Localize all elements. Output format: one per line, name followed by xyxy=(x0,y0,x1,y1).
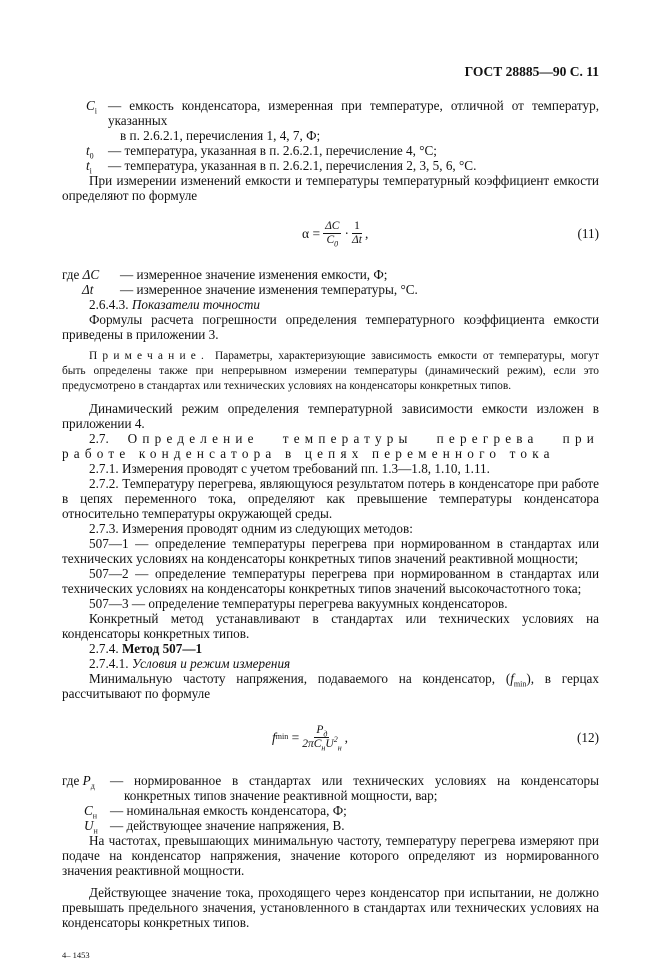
method-507-3: 507—3 — определение температуры перегрева вакуумных конденсаторов. xyxy=(89,596,508,611)
note: Примечание. Параметры, характеризующие зависимость емкости от температуры, могут быть определены также при непрерывном измерении температуры (динамический режим), если это предусмотрено в стандартах или технических условиях на конденсаторы конкретных типов. xyxy=(62,350,599,392)
formula-11-row xyxy=(62,217,599,249)
paragraph-fmin: Минимальную частоту напряжения, подаваемого на конденсатор, $(f_{min})$, в герцах рассчитывают по формуле xyxy=(62,671,599,701)
method-507-1: 507—1 — определение температуры перегрева при нормированном в стандартах или технических условиях на конденсаторы конкретных типов значений реактивной мощности; xyxy=(62,536,599,566)
definition-pd: где $P_д$ — нормированное в стандартах или технических условиях на конденсаторы конкретных типов значение реактивной мощности, вар; xyxy=(62,773,599,803)
definition-ci: $C_i$ — емкость конденсатора, измеренная при температуре, отличной от температур, указанных в п. 2.6.2.1, перечисления 1, 4, 7, Ф; xyxy=(86,98,599,143)
section-2-7-1: 2.7.1. Измерения проводят с учетом требований пп. 1.3—1.8, 1.10, 1.11. xyxy=(89,461,490,476)
paragraph-current: Действующее значение тока, проходящего через конденсатор при испытании, не должно превышать предельного значения, установленного в стандартах или технических условиях на конденсаторы конкретных типов. xyxy=(62,885,599,930)
paragraph-dynamic: Динамический режим определения температурной зависимости емкости изложен в приложении 4. xyxy=(62,401,599,431)
paragraph-formulas: Формулы расчета погрешности определения температурного коэффициента емкости приведены в приложении 3. xyxy=(62,312,599,342)
section-2-7-4-heading: 2.7.4. Метод 507—1 xyxy=(89,641,203,656)
section-2-7-heading: 2.7. Определение температуры перегрева при работе конденсатора в цепях переменного тока xyxy=(62,431,599,461)
definition-ti: $t_i$ — температура, указанная в п. 2.6.2.1, перечисления 2, 3, 5, 6, °С. xyxy=(86,158,477,176)
definition-delta-c: где ΔC — измеренное значение изменения емкости, Ф; xyxy=(62,267,388,282)
formula-12: f min = $\frac{P_д}{2\pi C_нU^2_н}$ , xyxy=(272,723,349,752)
paragraph-method: Конкретный метод устанавливают в стандартах или технических условиях на конденсаторы конкретных типов. xyxy=(62,611,599,641)
formula-12-row xyxy=(62,721,599,753)
definition-t0: $t_0$ — температура, указанная в п. 2.6.2.1, перечисление 4, °С; xyxy=(86,143,437,161)
page-footer-code: 4– 1453 xyxy=(62,950,90,960)
section-2-7-4-1-heading: 2.7.4.1. Условия и режим измерения xyxy=(89,656,291,671)
paragraph-alpha: При измерении изменений емкости и температуры температурный коэффициент емкости определяют по формуле xyxy=(62,173,599,203)
equation-number-12: (12) xyxy=(577,729,599,745)
section-2-6-4-3-heading: 2.6.4.3. Показатели точности xyxy=(89,297,261,312)
section-2-7-3: 2.7.3. Измерения проводят одним из следующих методов: xyxy=(89,521,413,536)
paragraph-frequency: На частотах, превышающих минимальную частоту, температуру перегрева измеряют при подаче на конденсатор напряжения, значение которого определяют из нормированного значения реактивной мощности. xyxy=(62,833,599,878)
page-header: ГОСТ 28885—90 С. 11 xyxy=(464,64,599,79)
section-2-7-2: 2.7.2. Температуру перегрева, являющуюся результатом потерь в конденсаторе при работе в цепях переменного тока, определяют как превышение температуры конденсатора относительно температуры окружающей среды. xyxy=(62,476,599,521)
definition-delta-t: Δt — измеренное значение изменения температуры, °С. xyxy=(82,282,418,297)
definition-un: $U_н$ — действующее значение напряжения, В. xyxy=(84,818,345,836)
method-507-2: 507—2 — определение температуры перегрева при нормированном в стандартах или технических условиях на конденсаторы конкретных типов значений высокочастотного тока; xyxy=(62,566,599,596)
definition-cn: $C_н$ — номинальная емкость конденсатора, Ф; xyxy=(84,803,347,821)
equation-number-11: (11) xyxy=(577,225,599,241)
formula-11: α = $\frac{\Delta C}{C_0}$ · $\frac{1}{\Delta t}$ , xyxy=(302,219,369,248)
